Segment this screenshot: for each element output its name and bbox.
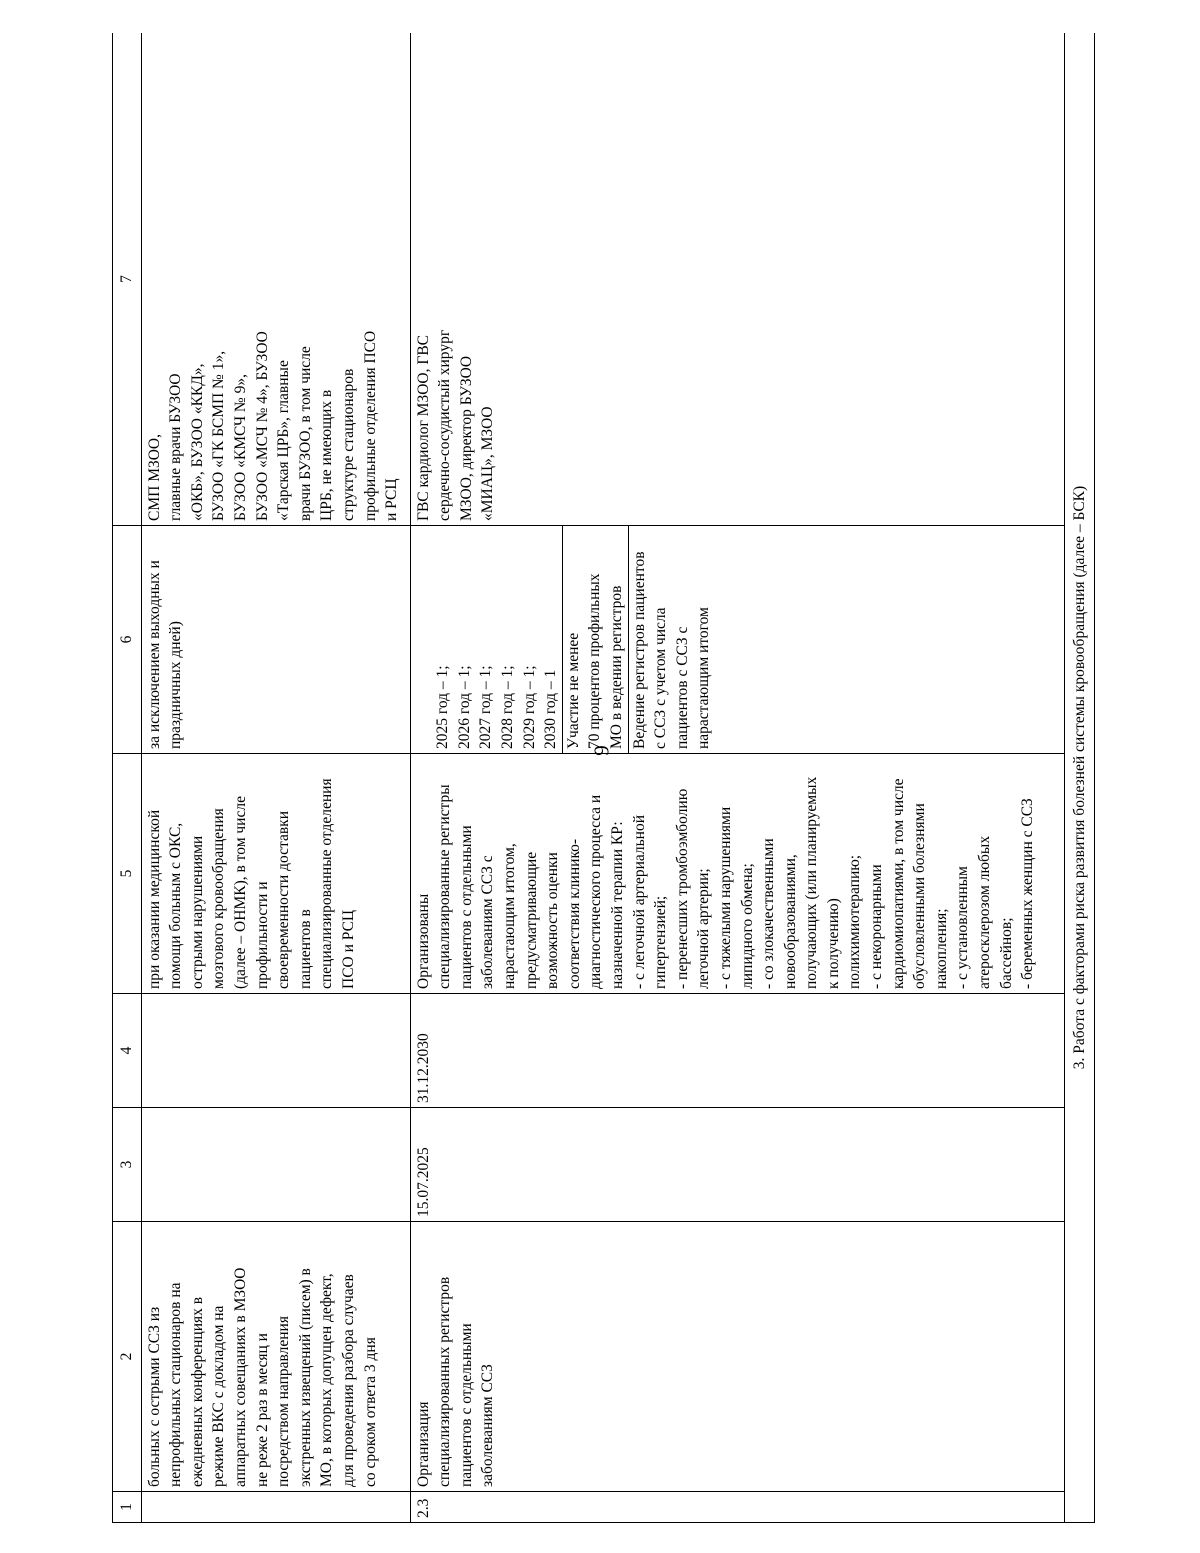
header-row xyxy=(113,33,142,1523)
end-date xyxy=(141,994,410,1108)
start-date xyxy=(141,1108,410,1222)
indicator-part: Участие не менее 70 процентов профильных МО в ведении регистров xyxy=(562,526,628,753)
header-col-6: 6 xyxy=(113,526,142,754)
header-col-2: 2 xyxy=(113,1222,142,1492)
responsible: ГВС кардиолог МЗОО, ГВС сердечно-сосудистый хирург МЗОО, директор БУЗОО «МИАЦ», МЗОО xyxy=(410,33,1064,526)
end-date: 31.12.2030 xyxy=(410,994,1064,1108)
table-row xyxy=(141,33,410,1523)
page-number: 9 xyxy=(589,745,614,756)
section-title: 3. Работа с факторами риска развития болезней системы кровообращения (далее – БСК) xyxy=(1064,33,1095,1523)
header-col-7: 7 xyxy=(113,33,142,526)
row-number: 2.3 xyxy=(410,1492,1064,1523)
measure-name: Организация специализированных регистров пациентов с отдельными заболеваниям ССЗ xyxy=(410,1222,1064,1492)
section-row xyxy=(1064,33,1095,1523)
header-col-5: 5 xyxy=(113,754,142,994)
indicator-parts xyxy=(432,526,715,753)
start-date: 15.07.2025 xyxy=(410,1108,1064,1222)
indicator-part: Ведение регистров пациентов с ССЗ с учетом числа пациентов с ССЗ с нарастающим итогом xyxy=(630,551,713,749)
indicator-part: 2025 год – 1; 2026 год – 1; 2027 год – 1; 2028 год – 1; 2029 год – 1; 2030 год – 1 xyxy=(432,526,562,753)
header-col-1: 1 xyxy=(113,1492,142,1523)
row-number xyxy=(141,1492,410,1523)
indicator: за исключением выходных и праздничных дней) xyxy=(141,526,410,754)
responsible: СМП МЗОО, главные врачи БУЗОО «ОКБ», БУЗОО «ККД», БУЗОО «ГК БСМП № 1», БУЗОО «КМСЧ № 9», БУЗОО «МСЧ № 4», БУЗОО «Тарская ЦРБ», главные врачи БУЗОО, в том числе ЦРБ, не имеющих в структуре стационаров профильные отделения ПСО и РСЦ xyxy=(141,33,410,526)
expected-result: Организованы специализированные регистры пациентов с отдельными заболеваниям ССЗ с нарастающим итогом, предусматривающие возможность оценки соответствия клинико- диагностического процесса и назначенной терапии КР: - с легочной артериальной гипертензией; - перенесших тромбоэмболию легочной артерии; - с тяжелыми нарушениями липидного обмена; - со злокачественными новообразованиями, получающих (или планируемых к получению) полихимиотерапию; - с некоронарными кардиомиопатиями, в том числе обусловленными болезнями накопления; - с установленным атеросклерозом любых бассейнов; - беременных женщин с ССЗ xyxy=(410,754,1064,994)
header-col-4: 4 xyxy=(113,994,142,1108)
table-frame xyxy=(112,33,1097,1523)
measure-name: больных с острыми ССЗ из непрофильных стационаров на ежедневных конференциях в режиме ВКС с докладом на аппаратных совещаниях в МЗОО не реже 2 раз в месяц и посредством направления экстренных извещений (писем) в МО, в которых допущен дефект, для проведения разбора случаев со сроком ответа 3 дня xyxy=(141,1222,410,1492)
table-row xyxy=(410,33,1064,1523)
plan-table xyxy=(112,33,1095,1523)
header-col-3: 3 xyxy=(113,1108,142,1222)
expected-result: при оказании медицинской помощи больным с ОКС, острыми нарушениями мозгового кровообращения (далее – ОНМК), в том числе профильности и своевременности доставки пациентов в специализированные отделения ПСО и РСЦ xyxy=(141,754,410,994)
indicator xyxy=(410,526,1064,754)
